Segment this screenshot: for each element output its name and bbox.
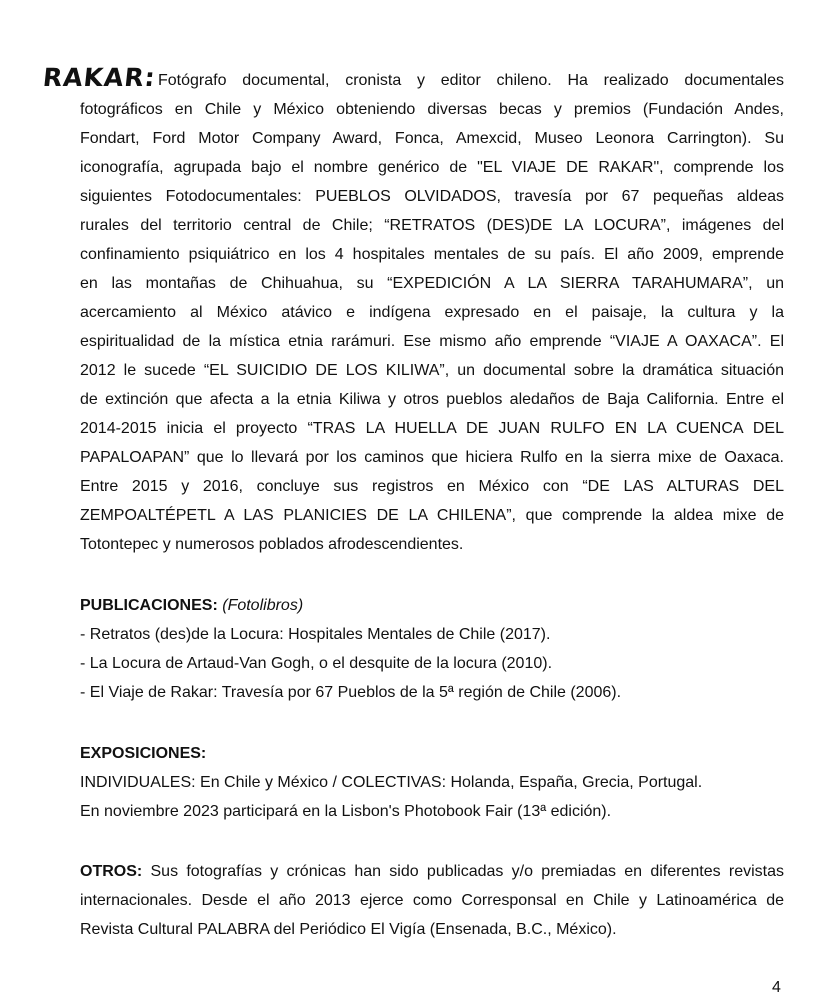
bio-line: Totontepec y numerosos poblados afrodescendientes. <box>80 536 464 553</box>
bio-line: Fotógrafo documental, cronista y editor chileno. Ha realizado documentales <box>158 72 784 89</box>
page-number: 4 <box>772 979 781 996</box>
exposiciones-heading-line <box>80 739 784 768</box>
bio-line: confinamiento psiquiátrico en los 4 hospitales mentales de su país. El año 2009, emprende <box>80 246 784 263</box>
publication-item: - Retratos (des)de la Locura: Hospitales Mentales de Chile (2017). <box>80 626 551 643</box>
bio-line: siguientes Fotodocumentales: PUEBLOS OLVIDADOS, travesía por 67 pequeñas aldeas <box>80 188 784 205</box>
bio-line: iconografía, agrupada bajo el nombre genérico de "EL VIAJE DE RAKAR", comprende los <box>80 159 784 176</box>
bio-line: acercamiento al México atávico e indígena expresado en el paisaje, la cultura y la <box>80 304 784 321</box>
bio-line: en las montañas de Chihuahua, su “EXPEDICIÓN A LA SIERRA TARAHUMARA”, un <box>80 275 784 292</box>
otros-line: internacionales. Desde el año 2013 ejerce como Corresponsal en Chile y Latinoamérica de <box>80 892 784 909</box>
bio-line: espiritualidad de la mística etnia rarámuri. Ese mismo año emprende “VIAJE A OAXACA”. El <box>80 333 784 350</box>
publicaciones-heading: PUBLICACIONES: <box>80 597 218 614</box>
bio-line: 2014-2015 inicia el proyecto “TRAS LA HUELLA DE JUAN RULFO EN LA CUENCA DEL <box>80 420 784 437</box>
bio-line: de extinción que afecta a la etnia Kiliwa y otros pueblos aledaños de Baja California. Entre el <box>80 391 784 408</box>
author-name-logo: RAKAR: <box>41 63 158 92</box>
exposiciones-line: En noviembre 2023 participará en la Lisbon's Photobook Fair (13ª edición). <box>80 803 612 820</box>
exposiciones-heading: EXPOSICIONES: <box>80 745 207 762</box>
bio-line: ZEMPOALTÉPETL A LAS PLANICIES DE LA CHILENA”, que comprende la aldea mixe de <box>80 507 784 524</box>
bio-line: Entre 2015 y 2016, concluye sus registros en México con “DE LAS ALTURAS DEL <box>80 478 784 495</box>
publicaciones-subheading: (Fotolibros) <box>222 597 304 614</box>
bio-line: 2012 le sucede “EL SUICIDIO DE LOS KILIWA”, un documental sobre la dramática situación <box>80 362 784 379</box>
publicaciones-heading-line <box>80 591 784 620</box>
bio-line: rurales del territorio central de Chile; “RETRATOS (DES)DE LA LOCURA”, imágenes del <box>80 217 784 234</box>
bio-line: Fondart, Ford Motor Company Award, Fonca, Amexcid, Museo Leonora Carrington). Su <box>80 130 784 147</box>
bio-line: PAPALOAPAN” que lo llevará por los caminos que hiciera Rulfo en la sierra mixe de Oaxaca. <box>80 449 784 466</box>
exposiciones-line: INDIVIDUALES: En Chile y México / COLECTIVAS: Holanda, España, Grecia, Portugal. <box>80 774 703 791</box>
otros-text: Sus fotografías y crónicas han sido publicadas y/o premiadas en diferentes revistas <box>150 863 784 880</box>
otros-line: Revista Cultural PALABRA del Periódico El Vigía (Ensenada, B.C., México). <box>80 921 617 938</box>
otros-heading: OTROS: <box>80 863 143 880</box>
otros-line <box>80 857 784 886</box>
publication-item: - El Viaje de Rakar: Travesía por 67 Pueblos de la 5ª región de Chile (2006). <box>80 684 622 701</box>
publication-item: - La Locura de Artaud-Van Gogh, o el desquite de la locura (2010). <box>80 655 553 672</box>
bio-line: fotográficos en Chile y México obteniendo diversas becas y premios (Fundación Andes, <box>80 101 784 118</box>
